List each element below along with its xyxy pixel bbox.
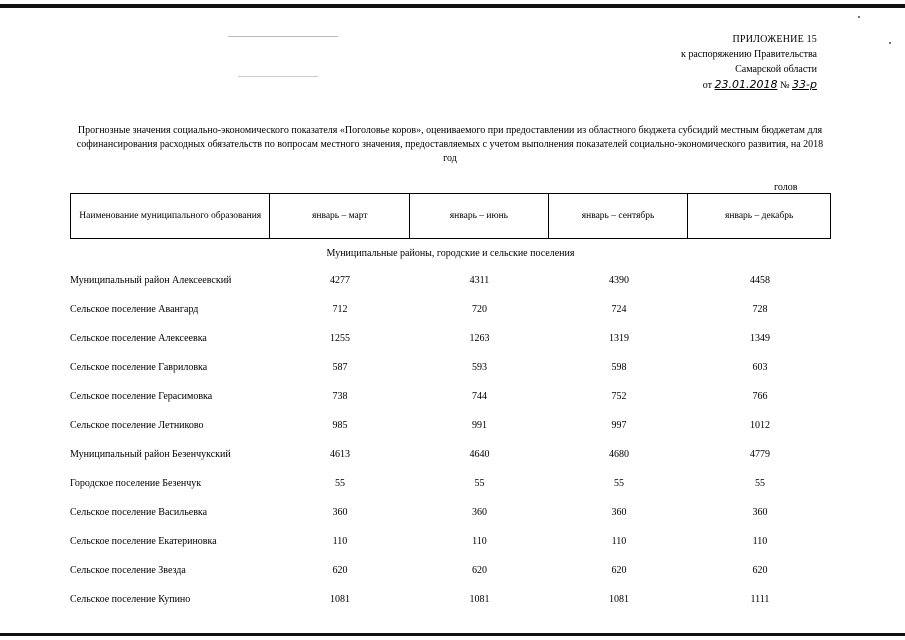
appendix-header xyxy=(617,32,817,93)
value-q1: 110 xyxy=(332,536,348,547)
table-row xyxy=(70,266,831,295)
value-year: 1012 xyxy=(750,420,770,431)
value-year: 728 xyxy=(752,304,768,315)
header-9m: январь – сентябрь xyxy=(549,194,689,238)
scan-top-border xyxy=(0,4,905,8)
value-9m: 4680 xyxy=(609,449,629,460)
municipality-name: Муниципальный район Безенчукский xyxy=(70,449,231,460)
value-9m: 1319 xyxy=(609,333,629,344)
value-q1: 587 xyxy=(332,362,348,373)
municipality-name: Сельское поселение Купино xyxy=(70,594,191,605)
value-h1: 991 xyxy=(472,420,487,431)
municipality-name: Сельское поселение Звезда xyxy=(70,565,186,576)
table-row xyxy=(70,411,831,440)
scan-speck xyxy=(238,76,318,77)
municipality-name: Сельское поселение Авангард xyxy=(70,304,199,315)
header-municipality: Наименование муниципального образования xyxy=(71,194,270,238)
table-body xyxy=(70,266,831,614)
value-9m: 1081 xyxy=(609,594,629,605)
header-q1: январь – март xyxy=(270,194,410,238)
municipality-name: Сельское поселение Екатериновка xyxy=(70,536,217,547)
date-prefix: от xyxy=(702,80,713,91)
table-row xyxy=(70,527,831,556)
value-9m: 598 xyxy=(611,362,627,373)
value-h1: 620 xyxy=(472,565,487,576)
value-9m: 724 xyxy=(611,304,627,315)
header-h1: январь – июнь xyxy=(410,194,549,238)
value-9m: 110 xyxy=(611,536,627,547)
value-h1: 110 xyxy=(472,536,487,547)
value-9m: 752 xyxy=(611,391,627,402)
table-row xyxy=(70,498,831,527)
appendix-date-line xyxy=(617,77,817,93)
value-9m: 360 xyxy=(611,507,627,518)
unit-label: голов xyxy=(774,182,798,193)
scan-speck xyxy=(889,42,891,44)
value-9m: 55 xyxy=(614,478,624,489)
table-row xyxy=(70,469,831,498)
municipality-name: Сельское поселение Герасимовка xyxy=(70,391,213,402)
table-row xyxy=(70,353,831,382)
table-row xyxy=(70,556,831,585)
value-q1: 620 xyxy=(332,565,348,576)
document-title: Прогнозные значения социально-экономического показателя «Поголовье коров», оцениваемого при предоставлении из областного бюджета субсидий местным бюджетам для софинансирования расходных обязательств по вопросам местного значения, предоставляемых с учетом выполнения показателей социально-экономического развития, на 2018 год xyxy=(76,125,824,164)
value-h1: 4311 xyxy=(469,275,490,286)
table-row xyxy=(70,585,831,614)
value-h1: 1081 xyxy=(469,594,490,605)
appendix-line-2: к распоряжению Правительства xyxy=(680,49,817,60)
scan-speck xyxy=(858,16,860,18)
number-prefix: № xyxy=(780,80,790,91)
value-year: 55 xyxy=(755,478,765,489)
value-h1: 4640 xyxy=(469,449,490,460)
value-q1: 985 xyxy=(332,420,348,431)
value-9m: 4390 xyxy=(609,275,629,286)
header-year: январь – декабрь xyxy=(725,211,794,221)
value-q1: 1081 xyxy=(330,594,350,605)
municipality-name: Муниципальный район Алексеевский xyxy=(70,275,232,286)
value-year: 4458 xyxy=(750,275,770,286)
value-year: 110 xyxy=(752,536,768,547)
municipality-name: Сельское поселение Летниково xyxy=(70,420,204,431)
value-q1: 1255 xyxy=(330,333,350,344)
municipality-name: Городское поселение Безенчук xyxy=(70,478,202,489)
value-q1: 55 xyxy=(335,478,345,489)
scan-speck xyxy=(228,36,338,37)
value-9m: 620 xyxy=(611,565,627,576)
value-h1: 1263 xyxy=(469,333,490,344)
value-q1: 4613 xyxy=(330,449,350,460)
value-q1: 738 xyxy=(332,391,348,402)
value-h1: 720 xyxy=(472,304,487,315)
table-row xyxy=(70,382,831,411)
municipality-name: Сельское поселение Васильевка xyxy=(70,507,208,518)
value-year: 1349 xyxy=(750,333,770,344)
section-title: Муниципальные районы, городские и сельские поселения xyxy=(326,248,575,259)
value-9m: 997 xyxy=(611,420,627,431)
value-year: 360 xyxy=(752,507,768,518)
table-header xyxy=(70,193,831,239)
table-row xyxy=(70,440,831,469)
value-year: 1111 xyxy=(750,594,770,605)
value-year: 4779 xyxy=(750,449,770,460)
value-year: 766 xyxy=(752,391,768,402)
value-year: 603 xyxy=(752,362,768,373)
value-h1: 360 xyxy=(472,507,487,518)
value-h1: 744 xyxy=(472,391,487,402)
value-q1: 360 xyxy=(332,507,348,518)
table-row xyxy=(70,324,831,353)
appendix-line-3: Самарской области xyxy=(735,64,817,75)
value-h1: 593 xyxy=(472,362,487,373)
municipality-name: Сельское поселение Гавриловка xyxy=(70,362,208,373)
value-q1: 4277 xyxy=(330,275,350,286)
appendix-title: ПРИЛОЖЕНИЕ 15 xyxy=(732,34,817,45)
municipality-name: Сельское поселение Алексеевка xyxy=(70,333,207,344)
value-h1: 55 xyxy=(474,478,485,489)
number-handwritten: 33-р xyxy=(792,78,817,91)
scan-bottom-border xyxy=(0,633,905,636)
value-q1: 712 xyxy=(332,304,348,315)
table-row xyxy=(70,295,831,324)
date-handwritten: 23.01.2018 xyxy=(714,78,778,91)
value-year: 620 xyxy=(752,565,768,576)
